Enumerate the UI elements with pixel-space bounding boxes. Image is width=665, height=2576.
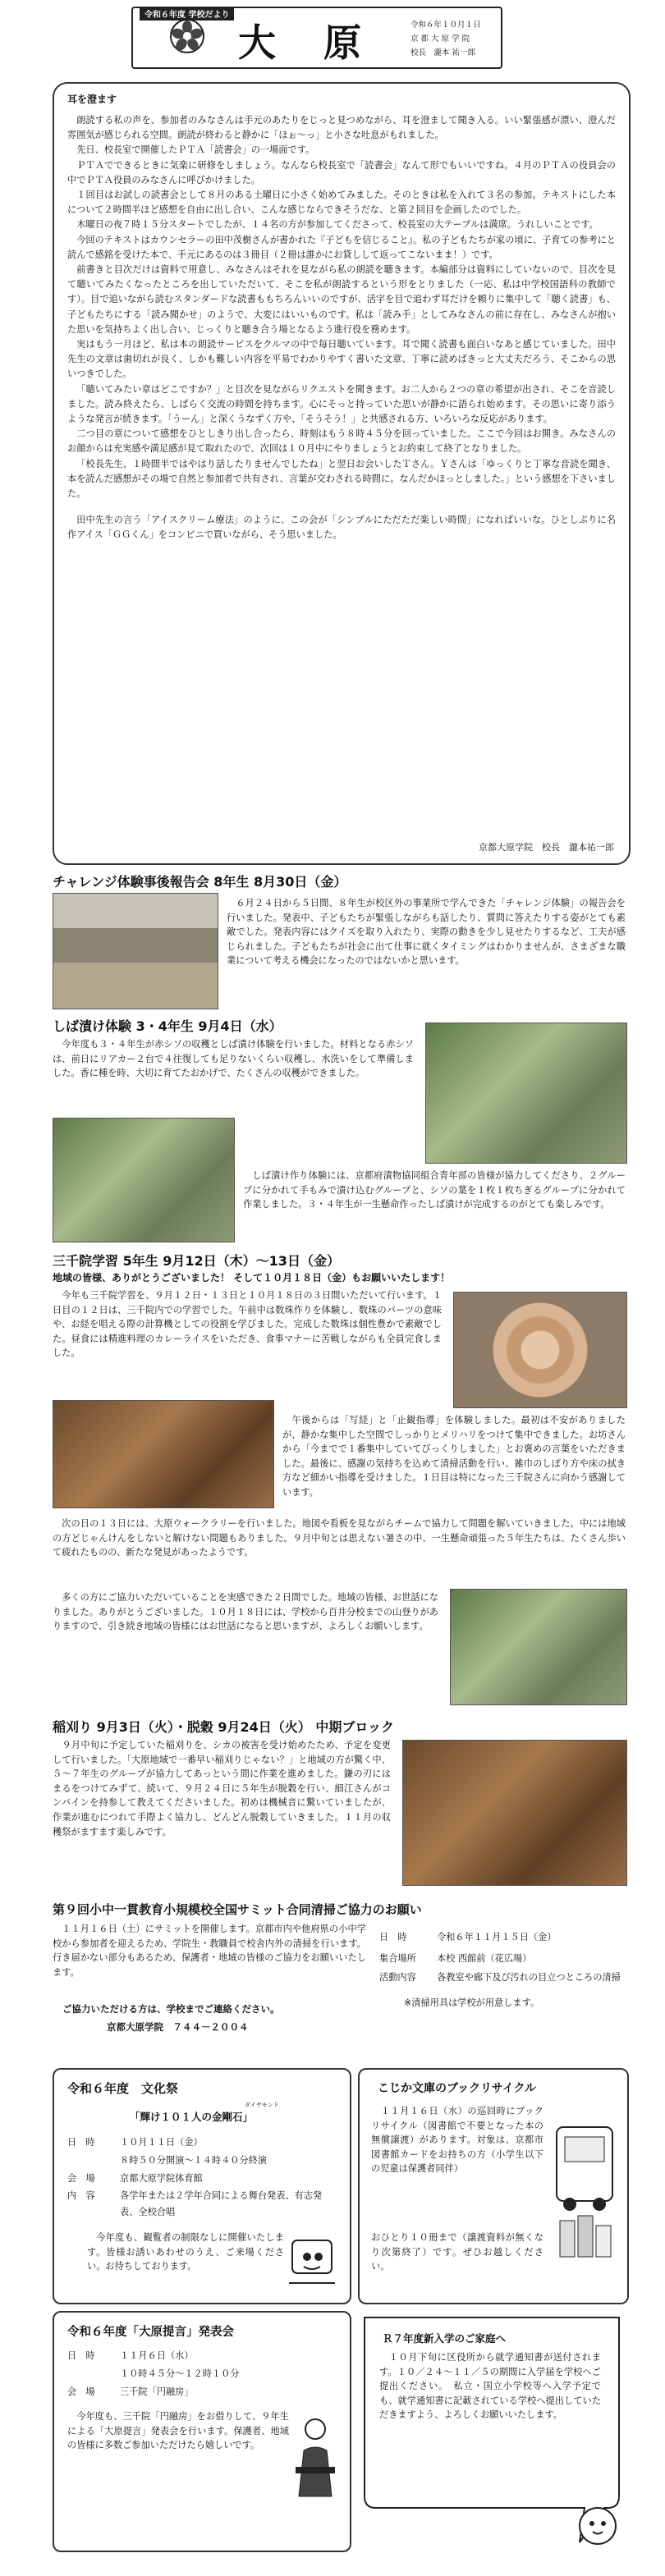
sanzen-subtitle: 地域の皆様、ありがとうございました！ そして１０月１８日（金）もお願いいたします！	[53, 1272, 451, 1283]
shibazuke-photo-field	[425, 1023, 627, 1164]
principal-name: 校長 瀧本 祐一郎	[410, 48, 476, 57]
essay-paragraph: 「聴いてみたい章はどこですか？」と目次を見ながらリクエストを聞きます。お二人から２つの章の希望が出され、そこを音読しました。読み終えたら、しばらく交流の時間を持ちます。心にそっと持っていた思いが静かに語られ始めます。その思いに寄り添うような発言が続きます。「うーん」と深くうなずく方や、「そうそう！」と共感される方、いろいろな反応があります。	[67, 383, 616, 425]
bunkasai-row-value: 京都大原学院体育館	[120, 2173, 203, 2184]
summit-text: １１月１６日（土）にサミットを開催します。京都市内や他府県の小中学校から参加者を迎えるため、学院生・教職員で校舎内外の清掃を行います。行き届かない部分もあるため、保護者・地域の皆様のご協力をお願いいたします。	[53, 1924, 366, 1978]
essay-signature: 京都大原学院 校長 瀧本祐一郎	[479, 842, 614, 853]
challenge-text: ６月２４日から５日間、８年生が校区外の事業所で学んできた「チャレンジ体験」の報告会を行いました。発表中、子どもたちが緊張しながらも話したり、質問に答えたりする姿がとても素敵でした。発表内容にはクイズを取り入れたり、実際の動きを少し見せたりするなど、工夫が感じられました。子どもたちが社会に出て仕事に就くタイミングはわかりませんが、さまざまな職業について考える機会になったのではないかと思います。	[227, 898, 626, 967]
bunkasai-text: 今年度も、観覧者の制限なしに開催いたします。皆様お誘いあわせのうえ、ご来場ください。お待ちしております。	[87, 2232, 284, 2272]
bunkasai-row-value: １０月１１日（金）	[120, 2137, 203, 2148]
bunkasai-row-key: 日 時	[67, 2137, 95, 2148]
sanzen-text-2: 午後からは「写経」と「止観指導」を体験しました。最初は不安がありましたが、静かな集中した空間でしっかりとメリハリをつけて集中できました。お坊さんから「今までで１番集中していてびっくりしました」とお褒めの言葉をいただきました。最後に、感謝の気持ちを込めて清掃活動を行い、雑巾のしぼり方や床の拭き方など細かい指導を受けました。１日目は特になった三千院さんに向かう感謝しています。	[282, 1415, 626, 1498]
challenge-photo	[53, 893, 218, 1009]
essay-body	[67, 113, 616, 543]
essay-paragraph: 田中先生の言う「アイスクリーム療法」のように、この会が「シンプルにただただ楽しい時間」になればいいな。ひとしぶりに名作アイス「ＧＧくん」をコンビニで買いながら、そう思いました。	[67, 515, 616, 541]
teigen-row-key: 会 場	[67, 2386, 95, 2397]
sanzen-photo-sutra	[53, 1400, 274, 1508]
teigen-row-value: １１月６日（水）	[120, 2350, 194, 2361]
shibazuke-photo-group	[53, 1118, 235, 1242]
school-emblem-icon	[169, 18, 205, 54]
summit-note: ※清掃用具は学校が用意します。	[404, 1997, 540, 2008]
masthead	[131, 7, 502, 69]
bunkasai-details	[67, 2134, 338, 2221]
essay-paragraph: 前書きと目次だけは資料で用意し、みなさんはそれを見ながら私の朗読を聴きます。本編部分は資料にしていないので、目次を見て聴いてみたくなったところを出していただいて、そこを私が朗読するという形をとりました（一応、私は中学校国語科の教師です）。目で追いながら読むスタンダードな読書ももちろんいいのですが、活字を目で追わず耳だけを頼りに集中して「聴く読書」も、子どもたちにする「読み聞かせ」のようで、大変にはいいものです。私は「読み手」としてみなさんの前に存在し、みなさんが抱いた思いを気持ちよく出し合い、じっくりと聴き合う場となるよう進行役を務めます。	[67, 264, 616, 335]
summit-title: 第９回小中一貫教育小規模校全国サミット合同清掃ご協力のお願い	[53, 1902, 422, 1917]
challenge-title: チャレンジ体験事後報告会 8年生 8月30日（金）	[53, 874, 347, 890]
bookrecycle-text: １１月１６日（水）の巡回時にブックリサイクル（図書館で不要となった本の無償譲渡）があります。対象は、京都市図書館カードをお持ちの方（小学生以下の児童は保護者同伴）	[371, 2106, 543, 2175]
bookrecycle-title: こじか文庫のブックリサイクル	[378, 2082, 537, 2095]
summit-contact: 京都大原学院 ７４４－２００４	[107, 2021, 249, 2033]
teigen-row-value: 三千院「円融房」	[120, 2386, 194, 2397]
bunkasai-row-key: 内 容	[67, 2190, 95, 2201]
inekari-photo-group	[402, 1740, 627, 1886]
summit-row-key: 日 時	[379, 1932, 407, 1942]
bunkasai-theme-ruby: ダイヤモンド	[245, 2102, 279, 2108]
summit-details	[379, 1927, 626, 2009]
teigen-text: 今年度も、三千院「円融房」をお借りして、９年生による「大原提言」発表会を行います。保護者、地域の皆様に多数ご参加いただけたら嬉しいです。	[67, 2411, 289, 2451]
sanzen-text-4: 多くの方にご協力いただいていることを実感できた２日間でした。地域の皆様、お世話になりました。ありがとうございました。１０月１８日には、学校から百井分校までの山登りがありますので、引き続き地域の皆様にはお世話になると思いますが、よろしくお願いします。	[53, 1592, 438, 1632]
summit-row-value: 本校 西館前（花広場）	[437, 1953, 532, 1964]
bunkasai-row-key	[67, 2152, 120, 2170]
bunkasai-row-value: ８時５０分開演～１４時４０分終演	[120, 2155, 268, 2166]
sanzen-photo-beads	[453, 1292, 627, 1408]
essay-paragraph: 二つ目の章について感想をひとしきり出し合ったら、時刻はもう８時４５分を回っていました。ここで今回はお開き。みなさんのお顔からは充実感や満足感が見て取れたので、次回は１０月中にやりましょうとお約束して終了となりました。	[67, 428, 616, 455]
guitar-illustration-icon	[286, 2231, 338, 2290]
nyugaku-notice	[358, 2311, 626, 2549]
summit-row-value: 令和６年１１月１５日（金）	[437, 1932, 557, 1942]
essay-paragraph: 今回のテキストはカウンセラーの田中茂樹さんが書かれた『子どもを信じること』。私の子どもたちが家の頃に、子育ての参考にと読んで感銘を受けた本で、手元にあるのは３冊目（２冊は誰かにお貸しして返ってこないまま！）です。	[67, 234, 616, 260]
bunkasai-row-value: 各学年または２学年合同による舞台発表、有志発表、全校合唱	[120, 2190, 323, 2217]
teigen-box	[53, 2311, 351, 2552]
teigen-title: 令和６年度「大原提言」発表会	[67, 2326, 234, 2339]
essay-paragraph: 「校長先生、１時間半ではやはり話したりませんでしたね」と翌日お会いしたＴさん。Ｙさんは「ゆっくりと丁寧な音読を聞き、本を読んだ感想がその場で自然と参加者で共有され、言葉が交わされる時間に。なんだかほっとしました。」という感想を下さいました。	[67, 458, 616, 500]
newsletter-badge: 令和６年度 学校だより	[140, 7, 234, 21]
teigen-row-key: 日 時	[67, 2350, 95, 2361]
school-name: 京 都 大 原 学 院	[410, 34, 470, 43]
sanzen-text-3: 次の日の１３日には、大原ウォークラリーを行いました。地図や看板を見ながらチームで協力して問題を解いていきました。中には地域の方どじゃんけんをしないと解けない問題もありました。９月中旬とは思えない暑さの中、一生懸命頑張った５年生たちは、たくさん歩いて疲れたものの、新たな発見があったようです。	[53, 1518, 626, 1558]
summit-row-value: 各教室や廊下及び汚れの目立つところの清掃	[437, 1972, 621, 1983]
inekari-title: 稲刈り 9月3日（火）・脱穀 9月24日（火） 中期ブロック	[53, 1719, 395, 1735]
essay-paragraph: 実はもう一月ほど、私は本の朗読サービスをクルマの中で毎日聴いています。耳で聞く読書も面白いなあと感じていました。田中先生の文章は歯切れが良く、しかも難しい内容を平易でわかりやすく書いた文章、丁寧に読めばきっと大丈夫だろう、そこからの思いつきでした。	[67, 339, 616, 380]
bookrecycle-box	[358, 2068, 629, 2304]
summit-row-key: 集合場所	[379, 1953, 416, 1964]
essay-paragraph: ＰＴＡでできるときに気楽に研修をしましょう。なんなら校長室で「読書会」なんて形でもいいですね。４月のＰＴＡの役員会の中でＰＴＡ役員のみなさんに呼びかけました。	[67, 159, 616, 185]
teigen-row-value: １０時４５分～１２時１０分	[120, 2368, 240, 2379]
essay-paragraph: 先日、校長室で開催したＰＴＡ「読書会」の一場面です。	[76, 144, 315, 156]
sanzen-text-1: 今年も三千院学習を、９月１２日・１３日と１０月１８日の３日間いただいて行います。１日目の１２日は、三千院内での学習でした。午前中は数珠作りを体験し、数珠のパーツの意味や、お経を唱える際の計算機としての役割を学びました。完成した数珠は個性豊かで素敵でした。昼食には精進料理のカレーライスをいただき、食事マナーに苦戦しながらも全員完食しました。	[53, 1290, 442, 1359]
shibazuke-text-2: しば漬け作り体験には、京都府漬物協同組合青年部の皆様が協力してくださり、２グループに分かれて手もみで漬け込むグループと、シソの葉を１枚１枚ちぎるグループに分かれて作業しました。３・４年生が一生懸命作ったしば漬けが完成するのがとても楽しみです。	[243, 1170, 626, 1210]
essay-paragraph: 木曜日の夜７時１５分スタートでしたが、１４名の方が参加してくださって、校長室の大テーブルは満席。うれしいことです。	[76, 219, 598, 231]
summit-row-key: 活動内容	[379, 1972, 416, 1983]
bunkasai-title: 令和６年度 文化祭	[67, 2081, 179, 2096]
teigen-details	[67, 2347, 330, 2401]
nyugaku-title: Ｒ７年度新入学のご家庭へ	[383, 2332, 507, 2345]
issue-date: 令和６年１０月１日	[410, 21, 481, 30]
inekari-text: ９月中旬に予定していた稲刈りを、シカの被害を受け始めたため、予定を変更して行いました。「大原地域で一番早い稲刈りじゃない？」と地域の方が驚く中、５～７年生のグループが協力してあっという間に作業を進めました。鎌の刃にはまるをつけてみずて、続いて、９月２４日に５年生が脱穀を行い、細江さんがコンバインを持参して教えてくださいました。初めは機械音に驚いていましたが、作業が進むにつれて手際よく協力し、どんどん脱穀していきました。１１月の収穫祭がますます楽しみです。	[53, 1740, 391, 1837]
summit-contact-label: ご協力いただける方は、学校までご連絡ください。	[62, 2003, 280, 2015]
shibazuke-title: しば漬け体験 3・4年生 9月4日（水）	[53, 1018, 282, 1034]
essay-box	[53, 82, 631, 865]
sanzen-photo-walk	[450, 1589, 627, 1705]
bookmobile-illustration-icon	[548, 2119, 621, 2269]
bookrecycle-text-2: おひとり１０冊まで（譲渡資料が無くなり次第終了）です。ぜひお越しください。	[371, 2232, 543, 2272]
sanzen-title: 三千院学習 5年生 9月12日（木）～13日（金）	[53, 1253, 340, 1269]
bunkasai-box	[53, 2068, 351, 2304]
bunkasai-theme: 「輝け１０１人の金剛石」	[130, 2111, 254, 2123]
child-illustration-icon	[575, 2501, 621, 2550]
teigen-row-key	[67, 2365, 120, 2383]
nyugaku-text: １０月下旬に区役所から就学通知書が送付されます。１０／２４～１１／５の期間に入学届を学校へご提出ください。 私立・国立小学校等へ入学予定でも、就学通知書に記載されている学校へ提出していただきますよう、よろしくお願いいたします。	[379, 2352, 601, 2421]
page-title: 大 原	[238, 21, 366, 65]
presenter-illustration-icon	[289, 2414, 342, 2507]
shibazuke-text-1: 今年度も３・４年生が赤シソの収穫としば漬け体験を行いました。材料となる赤シソは、前日にリアカー２台で４往復しても足りないくらい収穫し、水洗いをして準備しました。香に種を時、大切に育てたおかげで、たくさんの収穫ができました。	[53, 1039, 414, 1079]
essay-paragraph: １回目はお試しの読書会として８月のある土曜日に小さく始めてみました。そのときは私を入れて３名の参加。テキストにした本について２時間半ほど感想を自由に出し合い、こんな感じならできそうだな、と第２回目を企画したのでした。	[67, 190, 616, 216]
essay-paragraph: 朗読する私の声を、参加者のみなさんは手元のあたりをじっと見つめながら、耳を澄まして聞き入る。いい緊張感が漂い、澄んだ雰囲気が感じられる空間。朗読が終わると静かに「ほぉ～っ」と小さな吐息がもれました。	[67, 115, 616, 141]
bunkasai-row-key: 会 場	[67, 2173, 95, 2184]
essay-title: 耳を澄ます	[67, 94, 117, 105]
